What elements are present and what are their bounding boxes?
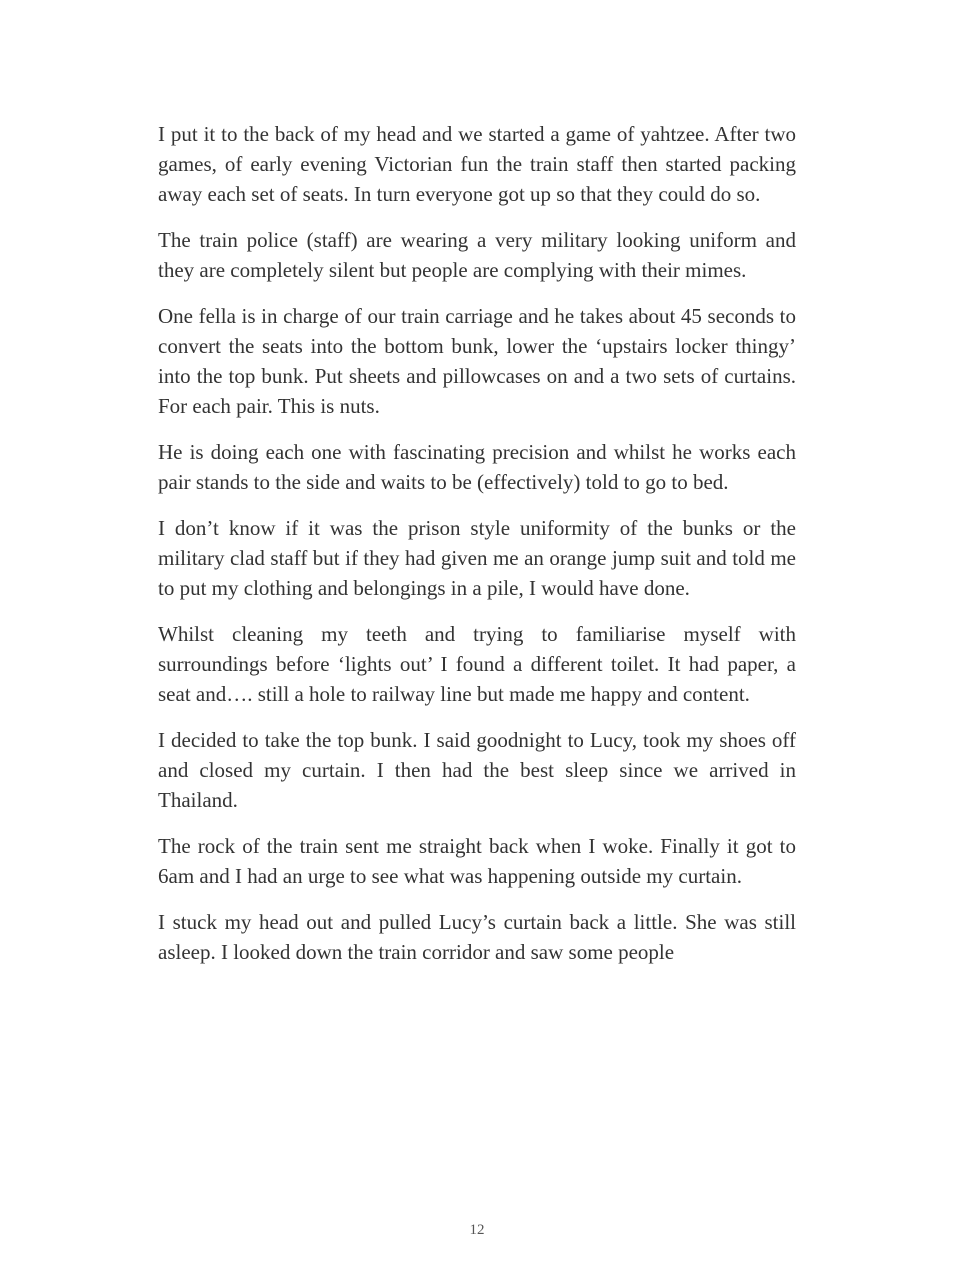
page-number: 12 [469, 1222, 485, 1238]
paragraph: I put it to the back of my head and we started a game of yahtzee. After two games, of early evening Victorian fun the train staff then started packing away each set of seats. In turn everyone got up so that they could do so. [158, 122, 796, 206]
paragraph: He is doing each one with fascinating precision and whilst he works each pair stands to the side and waits to be (effectively) told to go to bed. [158, 440, 796, 494]
paragraph: Whilst cleaning my teeth and trying to familiarise myself with surroundings before ‘lights out’ I found a different toilet. It had paper, a seat and…. still a hole to railway line but made me happy and content. [158, 622, 796, 706]
paragraph: I decided to take the top bunk. I said goodnight to Lucy, took my shoes off and closed my curtain. I then had the best sleep since we arrived in Thailand. [158, 728, 796, 812]
paragraph: I stuck my head out and pulled Lucy’s curtain back a little. She was still asleep. I looked down the train corridor and saw some people [158, 910, 796, 964]
paragraph: The train police (staff) are wearing a very military looking uniform and they are completely silent but people are complying with their mimes. [158, 228, 796, 282]
paragraph: The rock of the train sent me straight back when I woke. Finally it got to 6am and I had an urge to see what was happening outside my curtain. [158, 834, 796, 888]
paragraph: I don’t know if it was the prison style uniformity of the bunks or the military clad staff but if they had given me an orange jump suit and told me to put my clothing and belongings in a pile, I would have done. [158, 516, 796, 600]
paragraph: One fella is in charge of our train carriage and he takes about 45 seconds to convert the seats into the bottom bunk, lower the ‘upstairs locker thingy’ into the top bunk. Put sheets and pillowcases on and a two sets of curtains. For each pair. This is nuts. [158, 304, 796, 418]
page-body [158, 119, 796, 983]
